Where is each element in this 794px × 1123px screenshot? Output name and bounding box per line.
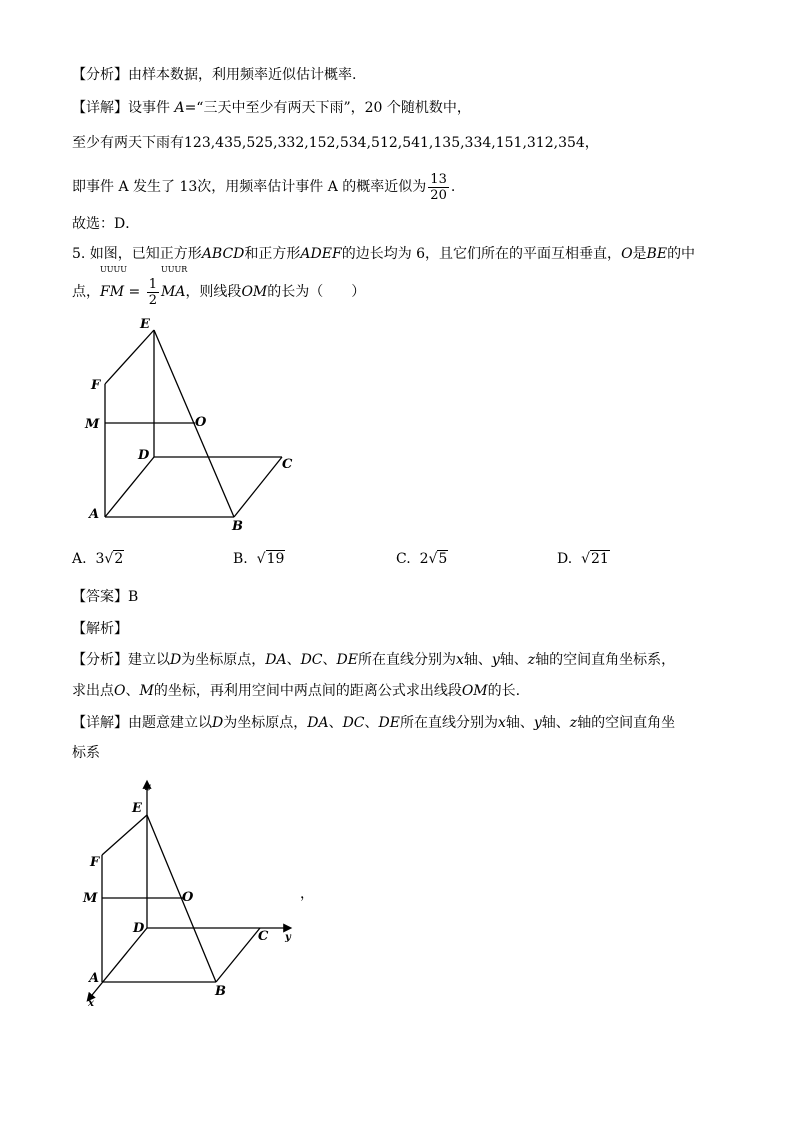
vector-ma-label: MA bbox=[160, 284, 186, 300]
segment-da: DA bbox=[307, 715, 329, 731]
analysis-prev-line bbox=[72, 66, 356, 84]
x-axis bbox=[88, 928, 147, 1000]
label-b: B bbox=[215, 984, 226, 999]
half-fraction bbox=[147, 277, 159, 308]
sqrt-symbol: √19 bbox=[256, 551, 285, 567]
label-f: F bbox=[90, 855, 100, 870]
separator: 、 bbox=[328, 715, 343, 731]
question-text: 的边长均为 6，且它们所在的平面互相垂直， bbox=[341, 246, 622, 262]
detail-text: 标系 bbox=[72, 745, 100, 761]
option-c-letter: C. bbox=[396, 551, 411, 567]
vector-ma bbox=[160, 265, 188, 309]
analysis-text: 的长. bbox=[487, 683, 521, 699]
question-text: 是 bbox=[632, 246, 647, 262]
separator: 、 bbox=[286, 652, 301, 668]
label-m: M bbox=[85, 417, 100, 432]
option-a-radicand: 2 bbox=[114, 551, 124, 567]
separator: 、 bbox=[322, 652, 337, 668]
rain-days-text: 至少有两天下雨有 bbox=[72, 135, 184, 151]
vector-arrow-mark: UUUU bbox=[100, 265, 127, 274]
label-f: F bbox=[91, 378, 101, 393]
figure-2-trailing-comma bbox=[300, 885, 314, 903]
label-d: D bbox=[133, 921, 145, 936]
option-b[interactable] bbox=[233, 551, 285, 567]
edge-fe bbox=[102, 815, 147, 855]
analysis-text: 轴的空间直角坐标系， bbox=[535, 652, 676, 668]
question-text: 的长为（ ） bbox=[267, 284, 366, 300]
label-a: A bbox=[89, 971, 100, 986]
edge-cb bbox=[216, 928, 260, 982]
analysis-line-1 bbox=[72, 651, 675, 669]
fraction-denominator: 20 bbox=[430, 187, 447, 203]
analysis-line-2 bbox=[72, 682, 520, 700]
option-c-radicand: 5 bbox=[438, 551, 448, 567]
square-adef: ADEF bbox=[300, 246, 342, 262]
option-d[interactable] bbox=[557, 551, 610, 567]
label-e: E bbox=[132, 801, 142, 816]
segment-om: OM bbox=[241, 284, 268, 300]
analysis-text: 建立以 bbox=[128, 652, 170, 668]
edge-fe bbox=[105, 330, 154, 384]
detail-text: 为坐标原点， bbox=[223, 715, 308, 731]
sqrt-symbol: √21 bbox=[581, 551, 609, 567]
axis-y-var: y bbox=[491, 652, 500, 668]
analysis-text: 轴、 bbox=[463, 652, 492, 668]
fraction-denominator: 2 bbox=[148, 292, 157, 308]
detail-label: 【详解】 bbox=[72, 715, 128, 731]
option-b-radicand: 19 bbox=[266, 551, 285, 567]
punctuation: ， bbox=[300, 886, 314, 902]
axis-x-var: x bbox=[497, 715, 506, 731]
rain-days-line bbox=[72, 134, 599, 152]
analysis-prev-label: 【分析】 bbox=[72, 67, 128, 83]
vector-arrow-mark: UUUR bbox=[160, 265, 188, 274]
label-o: O bbox=[182, 890, 194, 905]
separator: 、 bbox=[364, 715, 379, 731]
label-z: z bbox=[145, 782, 151, 793]
segment-be: BE bbox=[646, 246, 668, 262]
vector-fm-label: FM bbox=[100, 284, 125, 300]
label-e: E bbox=[140, 317, 150, 332]
axis-z-var: z bbox=[569, 715, 578, 731]
answer-value: B bbox=[128, 589, 139, 605]
detail-prev-text: =“三天中至少有两天下雨”，20 个随机数中， bbox=[184, 100, 471, 116]
option-a[interactable] bbox=[72, 551, 124, 567]
label-d: D bbox=[138, 448, 150, 463]
point-o: O bbox=[621, 246, 633, 262]
edge-cb bbox=[234, 457, 282, 517]
label-a: A bbox=[89, 507, 100, 522]
analysis-prev-text: 由样本数据，利用频率近似估计概率. bbox=[128, 67, 357, 83]
label-c: C bbox=[258, 929, 269, 944]
question-text: 的中 bbox=[667, 246, 696, 262]
label-m: M bbox=[83, 891, 98, 906]
option-c[interactable] bbox=[396, 551, 448, 567]
analysis-text: 为坐标原点， bbox=[181, 652, 266, 668]
label-o: O bbox=[195, 415, 207, 430]
analysis-text: 的坐标，再利用空间中两点间的距离公式求出线段 bbox=[153, 683, 462, 699]
point-d: D bbox=[170, 652, 182, 668]
option-c-coef: 2 bbox=[419, 551, 429, 567]
question-line-2 bbox=[72, 265, 366, 309]
option-a-coef: 3 bbox=[95, 551, 105, 567]
detail-text: 轴、 bbox=[541, 715, 570, 731]
option-b-letter: B. bbox=[233, 551, 248, 567]
analysis-text: 所在直线分别为 bbox=[357, 652, 456, 668]
question-text: 如图，已知正方形 bbox=[85, 246, 202, 262]
vector-fm bbox=[100, 265, 127, 309]
point-o: O bbox=[114, 683, 126, 699]
analysis-text: 轴、 bbox=[499, 652, 528, 668]
question-text: 和正方形 bbox=[244, 246, 301, 262]
segment-da: DA bbox=[265, 652, 287, 668]
detail-text: 所在直线分别为 bbox=[399, 715, 498, 731]
figure-1-lines bbox=[105, 330, 282, 517]
point-d: D bbox=[212, 715, 224, 731]
sqrt-symbol: √5 bbox=[428, 551, 448, 567]
sqrt-symbol: √2 bbox=[104, 551, 124, 567]
analysis-label: 【分析】 bbox=[72, 652, 128, 668]
fraction-numerator: 13 bbox=[430, 171, 447, 187]
segment-de: DE bbox=[336, 652, 358, 668]
choice-prev-line bbox=[72, 215, 139, 233]
answer-label: 【答案】 bbox=[72, 589, 128, 605]
choice-prev-text: 故选：D． bbox=[72, 216, 140, 232]
segment-om: OM bbox=[461, 683, 488, 699]
punctuation: . bbox=[450, 179, 456, 195]
detail-prev-text: 设事件 bbox=[128, 100, 175, 116]
probability-text: 即事件 A 发生了 13次，用频率估计事件 A 的概率近似为 bbox=[72, 179, 427, 195]
detail-line-2 bbox=[72, 744, 100, 762]
edge-ad bbox=[105, 457, 154, 517]
question-text: 点， bbox=[72, 284, 100, 300]
option-d-radicand: 21 bbox=[591, 551, 609, 567]
answer-line bbox=[72, 588, 138, 606]
figure-2-coordinate-system bbox=[80, 778, 320, 1010]
question-line-1 bbox=[72, 245, 695, 263]
detail-line-1 bbox=[72, 714, 675, 732]
detail-prev-label: 【详解】 bbox=[72, 100, 128, 116]
label-c: C bbox=[282, 457, 293, 472]
punctuation: ， bbox=[584, 135, 599, 151]
option-d-letter: D. bbox=[557, 551, 573, 567]
segment-dc: DC bbox=[300, 652, 323, 668]
axis-x-var: x bbox=[455, 652, 464, 668]
fraction-numerator: 1 bbox=[148, 276, 157, 292]
segment-de: DE bbox=[378, 715, 400, 731]
point-m: M bbox=[139, 683, 154, 699]
label-x: x bbox=[88, 998, 94, 1009]
probability-fraction bbox=[428, 172, 449, 203]
event-variable: A bbox=[174, 100, 185, 116]
detail-prev-line bbox=[72, 99, 471, 117]
axis-y-var: y bbox=[533, 715, 542, 731]
jiexi-label: 【解析】 bbox=[72, 621, 128, 637]
detail-text: 由题意建立以 bbox=[128, 715, 212, 731]
figure-1-geometry bbox=[80, 312, 310, 534]
axis-z-var: z bbox=[527, 652, 536, 668]
question-number: 5. bbox=[72, 246, 86, 262]
label-y: y bbox=[285, 932, 291, 943]
segment-dc: DC bbox=[342, 715, 365, 731]
analysis-text: 求出点 bbox=[72, 683, 114, 699]
detail-text: 轴的空间直角坐 bbox=[577, 715, 676, 731]
separator: 、 bbox=[125, 683, 140, 699]
option-a-letter: A. bbox=[72, 551, 87, 567]
detail-text: 轴、 bbox=[505, 715, 534, 731]
jiexi-line bbox=[72, 620, 128, 638]
question-text: ，则线段 bbox=[185, 284, 242, 300]
equals-sign: = bbox=[124, 284, 145, 300]
probability-line bbox=[72, 170, 455, 204]
rain-days-numbers: 123,435,525,332,152,534,512,541,135,334,151,312,354 bbox=[184, 135, 585, 151]
square-abcd: ABCD bbox=[201, 246, 245, 262]
label-b: B bbox=[232, 519, 243, 534]
